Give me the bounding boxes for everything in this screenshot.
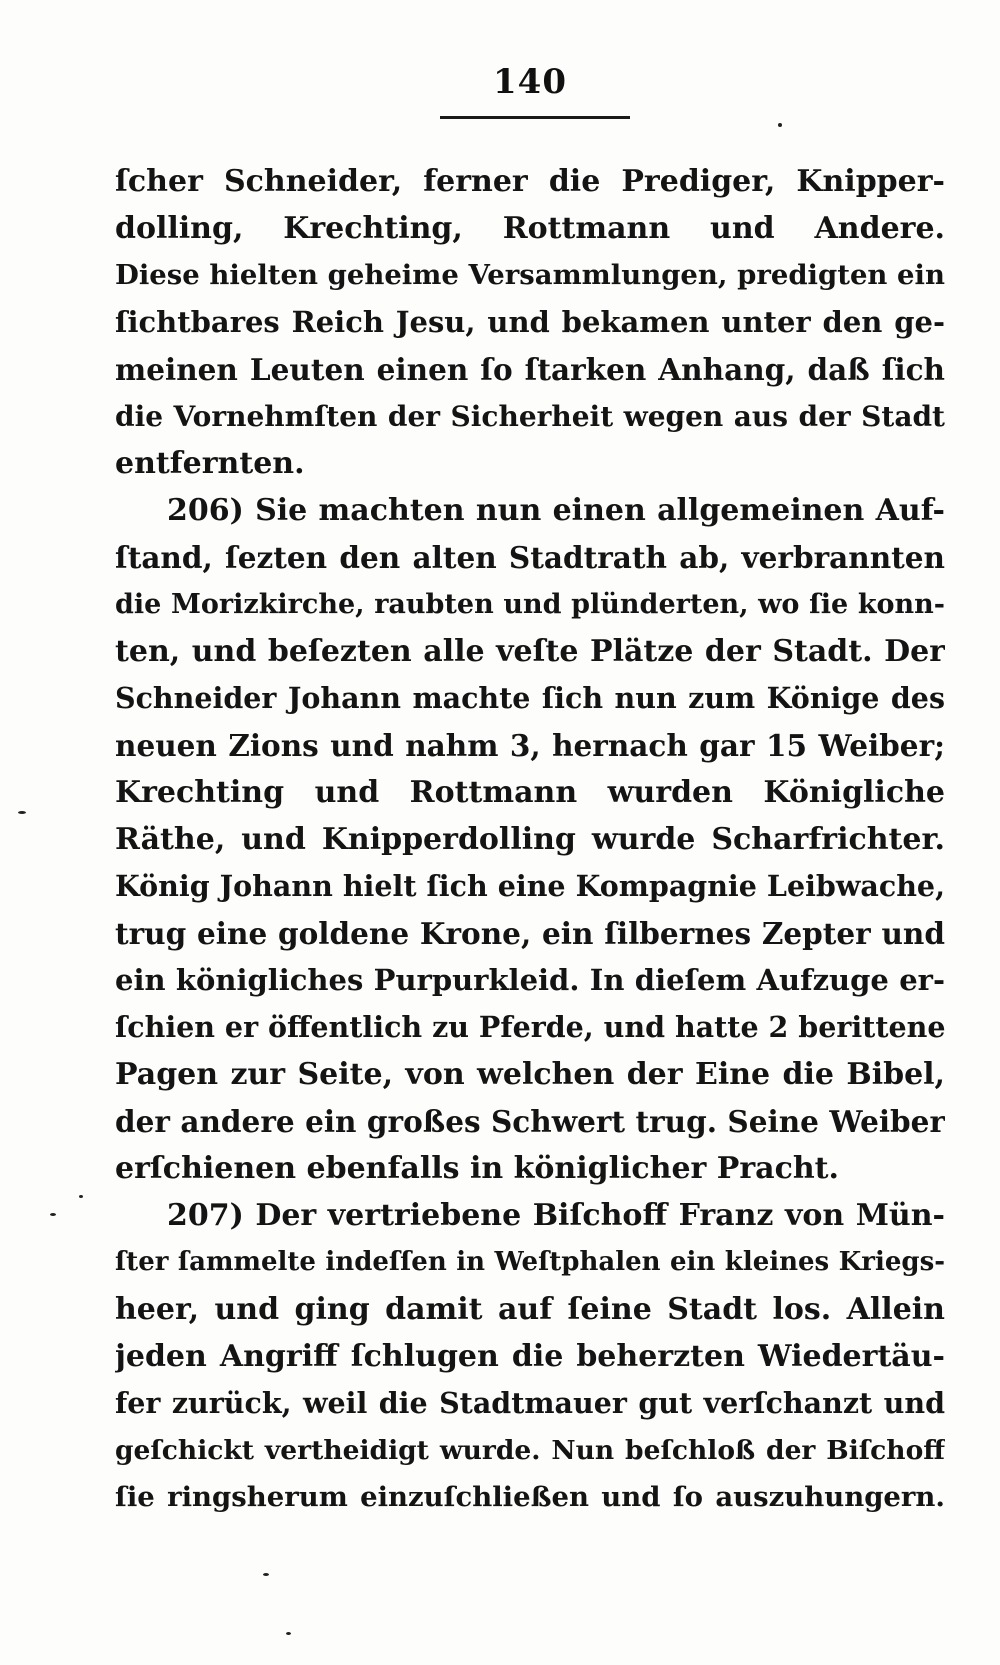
paragraph-207-start: 207) Der vertriebene Biſchoff Franz von Mün-: [167, 1198, 945, 1233]
scan-speck: [50, 1213, 56, 1216]
body-text: [115, 158, 945, 1521]
paragraph-206-start: 206) Sie machten nun einen allgemeinen Auf-: [167, 493, 945, 528]
page-header: [0, 62, 1000, 102]
text-line: ein königliches Purpurkleid. In dieſem Aufzuge er-: [115, 963, 945, 997]
text-line: Pagen zur Seite, von welchen der Eine die Bibel,: [115, 1057, 945, 1092]
text-line: ſie ringsherum einzuſchließen und ſo auszuhungern.: [115, 1481, 945, 1513]
text-line: trug eine goldene Krone, ein ſilbernes Zepter und: [115, 916, 945, 951]
text-line: der andere ein großes Schwert trug. Seine Weiber: [115, 1104, 945, 1139]
scan-speck: [263, 1573, 269, 1576]
text-line: neuen Zions und nahm 3, hernach gar 15 Weiber;: [115, 728, 945, 763]
text-line: geſchickt vertheidigt wurde. Nun beſchloß der Biſchoff: [115, 1435, 945, 1466]
scan-speck: [18, 811, 26, 814]
text-line: ſter ſammelte indeſſen in Weſtphalen ein kleines Kriegs-: [115, 1247, 945, 1277]
text-line: Krechting und Rottmann wurden Königliche: [115, 775, 945, 810]
page-number: 140: [493, 62, 567, 102]
scan-speck: [778, 123, 782, 127]
scan-speck: [286, 1632, 291, 1635]
scan-speck: [79, 1195, 83, 1198]
paragraph-end-line: entfernten.: [115, 446, 305, 481]
text-line: ten, und beſezten alle veſte Plätze der Stadt. Der: [115, 634, 945, 669]
paragraph-end-line: erſchienen ebenfalls in königlicher Pracht.: [115, 1151, 839, 1186]
text-line: ſchien er öffentlich zu Pferde, und hatte 2 berittene: [115, 1010, 945, 1044]
text-line: jeden Angriff ſchlugen die beherzten Wiedertäu-: [115, 1339, 945, 1374]
text-line: heer, und ging damit auf ſeine Stadt los. Allein: [115, 1292, 945, 1327]
text-line: die Vornehmſten der Sicherheit wegen aus der Stadt: [115, 400, 945, 433]
text-line: Diese hielten geheime Versammlungen, predigten ein: [115, 259, 945, 291]
text-line: dolling, Krechting, Rottmann und Andere.: [115, 211, 945, 246]
text-line: Räthe, und Knipperdolling wurde Scharfrichter.: [115, 822, 945, 857]
text-line: Schneider Johann machte ſich nun zum Könige des: [115, 681, 945, 715]
text-line: fer zurück, weil die Stadtmauer gut verſchanzt und: [115, 1386, 945, 1420]
text-line: die Morizkirche, raubten und plünderten, wo ſie konn-: [115, 589, 945, 620]
text-line: ſichtbares Reich Jesu, und bekamen unter den ge-: [115, 305, 945, 339]
text-line: ſcher Schneider, ferner die Prediger, Knipper-: [115, 164, 945, 199]
text-line: ſtand, ſezten den alten Stadtrath ab, verbrannten: [115, 540, 945, 575]
text-line: König Johann hielt ſich eine Kompagnie Leibwache,: [115, 869, 945, 903]
header-rule: [440, 116, 630, 119]
text-line: meinen Leuten einen ſo ſtarken Anhang, daß ſich: [115, 352, 945, 387]
